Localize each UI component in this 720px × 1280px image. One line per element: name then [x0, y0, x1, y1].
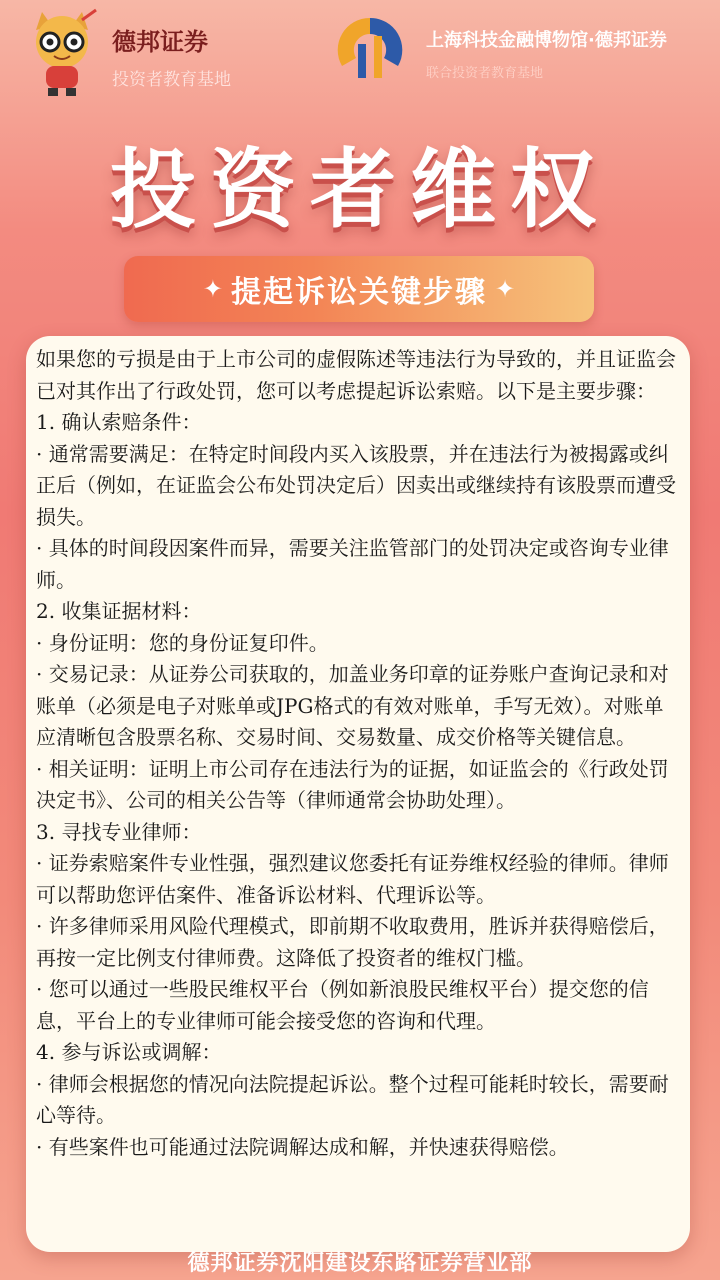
- list-item: · 通常需要满足：在特定时间段内买入该股票，并在违法行为被揭露或纠正后（例如，在证监会公布处罚决定后）因卖出或继续持有该股票而遭受损失。: [36, 441, 676, 529]
- sparkle-icon: ✦: [495, 275, 516, 303]
- museum-name: 上海科技金融博物馆·德邦证券: [426, 30, 667, 51]
- brand: [112, 22, 231, 90]
- list-item: · 律师会根据您的情况向法院提起诉讼。整个过程可能耗时较长，需要耐心等待。: [36, 1071, 669, 1127]
- brand-name: 德邦证券: [112, 28, 208, 56]
- step-heading: 3. 寻找专业律师：: [36, 819, 202, 844]
- list-item: · 证券索赔案件专业性强，强烈建议您委托有证券维权经验的律师。律师可以帮助您评估案件、准备诉讼材料、代理诉讼等。: [36, 851, 669, 907]
- footer-branch: 德邦证券沈阳建设东路证券营业部: [187, 1251, 533, 1276]
- list-item: · 具体的时间段因案件而异，需要关注监管部门的处罚决定或咨询专业律师。: [36, 536, 669, 592]
- museum-sub: 联合投资者教育基地: [426, 66, 544, 81]
- page-title: 投资者维权: [110, 140, 610, 240]
- list-item: · 您可以通过一些股民维权平台（例如新浪股民维权平台）提交您的信息，平台上的专业律师可能会接受您的咨询和代理。: [36, 977, 649, 1033]
- step-heading: 4. 参与诉讼或调解：: [36, 1040, 222, 1064]
- list-item: · 身份证明：您的身份证复印件。: [36, 630, 329, 655]
- list-item: · 许多律师采用风险代理模式，即前期不收取费用，胜诉并获得赔偿后，再按一定比例支付律师费。这降低了投资者的维权门槛。: [36, 914, 669, 970]
- brand-sub: 投资者教育基地: [112, 70, 231, 90]
- museum-logo-icon: [334, 14, 406, 86]
- subtitle: 提起诉讼关键步骤: [231, 275, 487, 310]
- list-item: · 有些案件也可能通过法院调解达成和解，并快速获得赔偿。: [36, 1134, 569, 1159]
- step-heading: 2. 收集证据材料：: [36, 599, 202, 623]
- step-heading: 1. 确认索赔条件：: [36, 410, 202, 434]
- subtitle-banner: [124, 256, 594, 322]
- list-item: · 相关证明：证明上市公司存在违法行为的证据，如证监会的《行政处罚决定书》、公司的相关公告等（律师通常会协助处理）。: [36, 756, 669, 812]
- header: [0, 0, 720, 110]
- sparkle-icon: ✦: [202, 275, 223, 303]
- paragraph: 如果您的亏损是由于上市公司的虚假陈述等违法行为导致的，并且证监会已对其作出了行政处罚，您可以考虑提起诉讼索赔。以下是主要步骤：: [36, 347, 676, 403]
- mascot-icon: [22, 8, 102, 98]
- museum: [426, 26, 667, 81]
- list-item: · 交易记录：从证券公司获取的，加盖业务印章的证券账户查询记录和对账单（必须是电子对账单或JPG格式的有效对账单，手写无效）。对账单应清晰包含股票名称、交易时间、交易数量、成交价格等关键信息。: [36, 662, 669, 749]
- content-card: [26, 336, 690, 1252]
